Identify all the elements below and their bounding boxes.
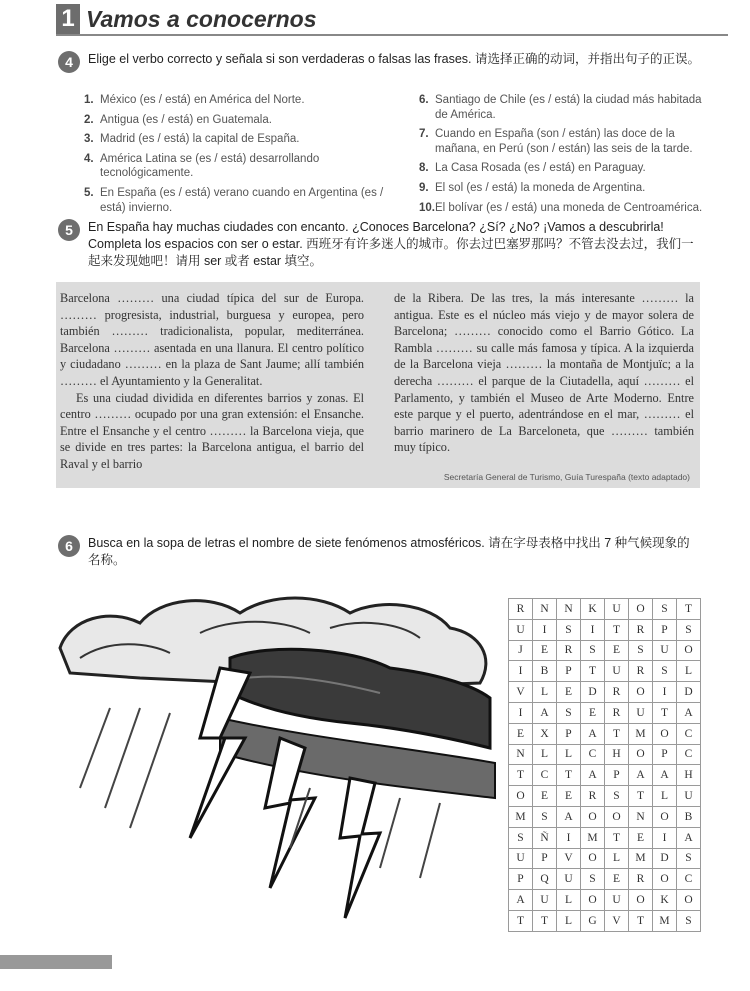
grid-cell[interactable]: I (533, 619, 557, 640)
grid-cell[interactable]: G (581, 910, 605, 931)
grid-cell[interactable]: N (533, 599, 557, 620)
grid-cell[interactable]: R (629, 619, 653, 640)
exercise-4-list-left (84, 93, 384, 220)
grid-cell[interactable]: O (581, 848, 605, 869)
grid-cell[interactable]: C (581, 744, 605, 765)
grid-cell[interactable]: T (605, 827, 629, 848)
grid-row (509, 786, 701, 807)
grid-cell[interactable]: A (533, 702, 557, 723)
grid-cell[interactable]: K (653, 890, 677, 911)
exercise-item-text: El bolívar (es / está) una moneda de Centroamérica. (435, 201, 703, 214)
unit-title: Vamos a conocernos (86, 6, 317, 32)
exercise-item-number: 3. (84, 133, 94, 146)
grid-cell[interactable]: O (653, 869, 677, 890)
grid-cell[interactable]: V (509, 682, 533, 703)
grid-cell[interactable]: H (677, 765, 701, 786)
grid-cell[interactable]: B (677, 806, 701, 827)
grid-cell[interactable]: N (557, 599, 581, 620)
grid-row (509, 682, 701, 703)
grid-cell[interactable]: U (605, 599, 629, 620)
grid-cell[interactable]: U (653, 640, 677, 661)
grid-cell[interactable]: C (677, 744, 701, 765)
grid-cell[interactable]: S (581, 640, 605, 661)
grid-cell[interactable]: L (533, 682, 557, 703)
exercise-item-number: 6. (419, 94, 429, 106)
grid-cell[interactable]: A (509, 890, 533, 911)
grid-cell[interactable]: D (677, 682, 701, 703)
exercise-item (84, 152, 384, 181)
grid-cell[interactable]: S (557, 702, 581, 723)
grid-cell[interactable]: I (509, 661, 533, 682)
grid-cell[interactable]: A (677, 702, 701, 723)
grid-cell[interactable]: E (557, 682, 581, 703)
exercise-item (84, 93, 384, 108)
grid-cell[interactable]: R (557, 640, 581, 661)
exercise-6-badge: 6 (58, 535, 80, 557)
grid-cell[interactable]: N (629, 806, 653, 827)
grid-cell[interactable]: R (629, 869, 653, 890)
grid-cell[interactable]: S (677, 910, 701, 931)
grid-cell[interactable]: L (533, 744, 557, 765)
exercise-item (419, 93, 705, 122)
grid-cell[interactable]: I (557, 827, 581, 848)
grid-cell[interactable]: T (533, 910, 557, 931)
grid-cell[interactable]: O (629, 682, 653, 703)
grid-cell[interactable]: O (509, 786, 533, 807)
storm-cloud-illustration (50, 588, 500, 948)
grid-cell[interactable]: S (509, 827, 533, 848)
grid-cell[interactable]: I (653, 682, 677, 703)
grid-cell[interactable]: P (509, 869, 533, 890)
grid-cell[interactable]: K (581, 599, 605, 620)
grid-row (509, 640, 701, 661)
grid-row (509, 869, 701, 890)
grid-cell[interactable]: U (629, 702, 653, 723)
grid-cell[interactable]: P (557, 661, 581, 682)
exercise-item-text: La Casa Rosada (es / está) en Paraguay. (435, 162, 646, 175)
grid-cell[interactable]: R (605, 702, 629, 723)
grid-cell[interactable]: H (605, 744, 629, 765)
grid-row (509, 806, 701, 827)
grid-cell[interactable]: N (509, 744, 533, 765)
reading-paragraph: de la Ribera. De las tres, la más interesante ……… la antigua. Este es el núcleo más viejo y de mayor solera de Barcelona; ……… conocido como el Barrio Gótico. La Rambla ……… su calle más famosa y típica. A la izquierda de la Barcelona vieja ……… la montaña de Montjuïc; a la derecha ……… el parque de la Ciutadella, aquí ……… el Parlamento, y también el Museo de Arte Moderno. Entre este parque y el puerto, adentrándose en el mar, ……… el barrio marinero de La Barceloneta, que ……… también muy típico. (394, 291, 694, 455)
exercise-item-number: 4. (84, 152, 94, 165)
grid-cell[interactable]: I (581, 619, 605, 640)
grid-cell[interactable]: O (581, 806, 605, 827)
grid-cell[interactable]: D (653, 848, 677, 869)
header-rule (56, 34, 728, 36)
grid-cell[interactable]: I (653, 827, 677, 848)
grid-cell[interactable]: T (653, 702, 677, 723)
exercise-item-text: Antigua (es / está) en Guatemala. (100, 113, 272, 126)
grid-cell[interactable]: R (629, 661, 653, 682)
exercise-item (419, 181, 705, 196)
grid-cell[interactable]: M (629, 723, 653, 744)
grid-row (509, 723, 701, 744)
exercise-item-text: Madrid (es / está) la capital de España. (100, 133, 300, 146)
exercise-item-text: En España (es / está) verano cuando en Argentina (es / está) invierno. (100, 186, 384, 214)
grid-cell[interactable]: O (581, 890, 605, 911)
reading-column-right (394, 290, 694, 456)
grid-row (509, 827, 701, 848)
exercise-5-instruction: En España hay muchas ciudades con encanto. ¿Conoces Barcelona? ¿Sí? ¿No? ¡Vamos a descubrirla! Completa los espacios con ser o estar. 西班牙有许多迷人的城市。你去过巴塞罗那吗？不管去没去过，我们一起来发现她吧！请用 ser 或者 estar 填空。 (88, 220, 694, 268)
grid-cell[interactable]: M (629, 848, 653, 869)
grid-cell[interactable]: S (653, 599, 677, 620)
reading-panel (56, 282, 700, 488)
grid-cell[interactable]: O (653, 723, 677, 744)
grid-row (509, 599, 701, 620)
grid-cell[interactable]: O (629, 890, 653, 911)
grid-cell[interactable]: A (557, 806, 581, 827)
grid-cell[interactable]: T (605, 619, 629, 640)
grid-cell[interactable]: L (677, 661, 701, 682)
reading-paragraph: Barcelona ……… una ciudad típica del sur de Europa. ……… progresista, industrial, burguesa y europea, pero también ……… tradicionalista, popular, mediterránea. Barcelona ……… asentada en una llanura. El centro político y ciudadano ……… en la plaza de Sant Jaume; allí también ……… el Ayuntamiento y la Generalitat. (60, 291, 364, 388)
grid-cell[interactable]: O (605, 806, 629, 827)
grid-cell[interactable]: C (533, 765, 557, 786)
grid-cell[interactable]: U (605, 890, 629, 911)
exercise-item (84, 132, 384, 147)
grid-cell[interactable]: T (557, 765, 581, 786)
exercise-item-text: Santiago de Chile (es / está) la ciudad más habitada de América. (435, 94, 702, 121)
exercise-4-instruction: Elige el verbo correcto y señala si son verdaderas o falsas las frases. 请选择正确的动词，并指出句子的正误。 (88, 52, 700, 66)
grid-cell[interactable]: A (581, 765, 605, 786)
grid-row (509, 910, 701, 931)
exercise-item (84, 186, 384, 215)
grid-cell[interactable]: S (653, 661, 677, 682)
grid-cell[interactable]: Q (533, 869, 557, 890)
exercise-item-number: 2. (84, 113, 94, 126)
exercise-item-text: América Latina se (es / está) desarrollando tecnológicamente. (100, 152, 320, 180)
grid-cell[interactable]: M (509, 806, 533, 827)
grid-cell[interactable]: U (509, 619, 533, 640)
grid-cell[interactable]: X (533, 723, 557, 744)
grid-cell[interactable]: A (629, 765, 653, 786)
exercise-item-number: 7. (419, 128, 429, 141)
grid-cell[interactable]: O (677, 890, 701, 911)
exercise-item-text: Cuando en España (son / están) las doce de la mañana, en Perú (son / están) las seis de la tarde. (435, 128, 693, 155)
grid-cell[interactable]: L (653, 786, 677, 807)
exercise-5-badge: 5 (58, 219, 80, 241)
grid-cell[interactable]: T (581, 661, 605, 682)
grid-cell[interactable]: E (533, 640, 557, 661)
unit-number-badge: 1 (56, 4, 80, 34)
exercise-item (84, 113, 384, 128)
grid-cell[interactable]: E (533, 786, 557, 807)
source-citation: Secretaría General de Turismo, Guía Turespaña (texto adaptado) (443, 472, 690, 482)
grid-cell[interactable]: T (605, 723, 629, 744)
reading-paragraph: Es una ciudad dividida en diferentes barrios y zonas. El centro ……… ocupado por una gran extensión: el Ensanche. Entre el Ensanche y el centro ……… la Barcelona vieja, que se divide en tres partes: la Barcelona antigua, el barrio del Raval y el barrio (60, 390, 364, 471)
grid-cell[interactable]: L (557, 890, 581, 911)
grid-cell[interactable]: E (605, 640, 629, 661)
grid-cell[interactable]: S (629, 640, 653, 661)
grid-cell[interactable]: U (605, 661, 629, 682)
grid-row (509, 765, 701, 786)
grid-cell[interactable]: S (677, 619, 701, 640)
grid-row (509, 890, 701, 911)
grid-cell[interactable]: A (653, 765, 677, 786)
grid-cell[interactable]: L (605, 848, 629, 869)
grid-cell[interactable]: S (677, 848, 701, 869)
grid-cell[interactable]: L (557, 744, 581, 765)
grid-cell[interactable]: U (677, 786, 701, 807)
exercise-item-number: 1. (84, 94, 94, 106)
exercise-item (419, 161, 705, 176)
grid-cell[interactable]: I (509, 702, 533, 723)
grid-cell[interactable]: C (677, 723, 701, 744)
grid-cell[interactable]: J (509, 640, 533, 661)
footer-bar (0, 955, 112, 969)
grid-cell[interactable]: U (557, 869, 581, 890)
grid-cell[interactable]: M (653, 910, 677, 931)
grid-cell[interactable]: P (533, 848, 557, 869)
grid-cell[interactable]: P (653, 619, 677, 640)
exercise-item-number: 10. (419, 201, 435, 214)
grid-row (509, 619, 701, 640)
grid-cell[interactable]: L (557, 910, 581, 931)
grid-cell[interactable]: S (581, 869, 605, 890)
grid-cell[interactable]: C (677, 869, 701, 890)
grid-cell[interactable]: E (509, 723, 533, 744)
grid-cell[interactable]: R (581, 786, 605, 807)
grid-cell[interactable]: B (533, 661, 557, 682)
grid-cell[interactable]: E (581, 702, 605, 723)
grid-cell[interactable]: V (557, 848, 581, 869)
grid-cell[interactable]: P (653, 744, 677, 765)
reading-column-left (60, 290, 364, 473)
grid-cell[interactable]: E (605, 869, 629, 890)
exercise-item-number: 9. (419, 181, 429, 194)
grid-row (509, 848, 701, 869)
grid-row (509, 661, 701, 682)
grid-cell[interactable]: R (509, 599, 533, 620)
word-search-grid (508, 598, 701, 932)
grid-cell[interactable]: M (581, 827, 605, 848)
grid-cell[interactable]: S (557, 619, 581, 640)
exercise-item (419, 201, 705, 216)
grid-cell[interactable]: O (629, 599, 653, 620)
grid-cell[interactable]: T (509, 910, 533, 931)
exercise-item-text: El sol (es / está) la moneda de Argentina. (435, 181, 646, 194)
grid-cell[interactable]: E (557, 786, 581, 807)
grid-cell[interactable]: O (629, 744, 653, 765)
grid-cell[interactable]: P (557, 723, 581, 744)
grid-cell[interactable]: S (533, 806, 557, 827)
grid-row (509, 702, 701, 723)
grid-row (509, 744, 701, 765)
grid-cell[interactable]: O (677, 640, 701, 661)
exercise-6-instruction: Busca en la sopa de letras el nombre de siete fenómenos atmosféricos. 请在字母表格中找出 7 种气候现象的名称。 (88, 536, 690, 567)
grid-cell[interactable]: U (509, 848, 533, 869)
grid-cell[interactable]: S (605, 786, 629, 807)
grid-cell[interactable]: T (629, 910, 653, 931)
grid-cell[interactable]: Ñ (533, 827, 557, 848)
exercise-4-list-right (419, 93, 705, 220)
grid-cell[interactable]: A (581, 723, 605, 744)
exercise-item-number: 5. (84, 186, 94, 199)
grid-cell[interactable]: U (533, 890, 557, 911)
grid-cell[interactable]: T (677, 599, 701, 620)
grid-cell[interactable]: T (629, 786, 653, 807)
grid-cell[interactable]: E (629, 827, 653, 848)
exercise-item-text: México (es / está) en América del Norte. (100, 94, 305, 106)
grid-cell[interactable]: A (677, 827, 701, 848)
grid-cell[interactable]: T (509, 765, 533, 786)
grid-cell[interactable]: O (653, 806, 677, 827)
exercise-item (419, 127, 705, 156)
exercise-item-number: 8. (419, 162, 429, 175)
exercise-4-badge: 4 (58, 51, 80, 73)
grid-cell[interactable]: D (581, 682, 605, 703)
grid-cell[interactable]: P (605, 765, 629, 786)
grid-cell[interactable]: V (605, 910, 629, 931)
grid-cell[interactable]: R (605, 682, 629, 703)
